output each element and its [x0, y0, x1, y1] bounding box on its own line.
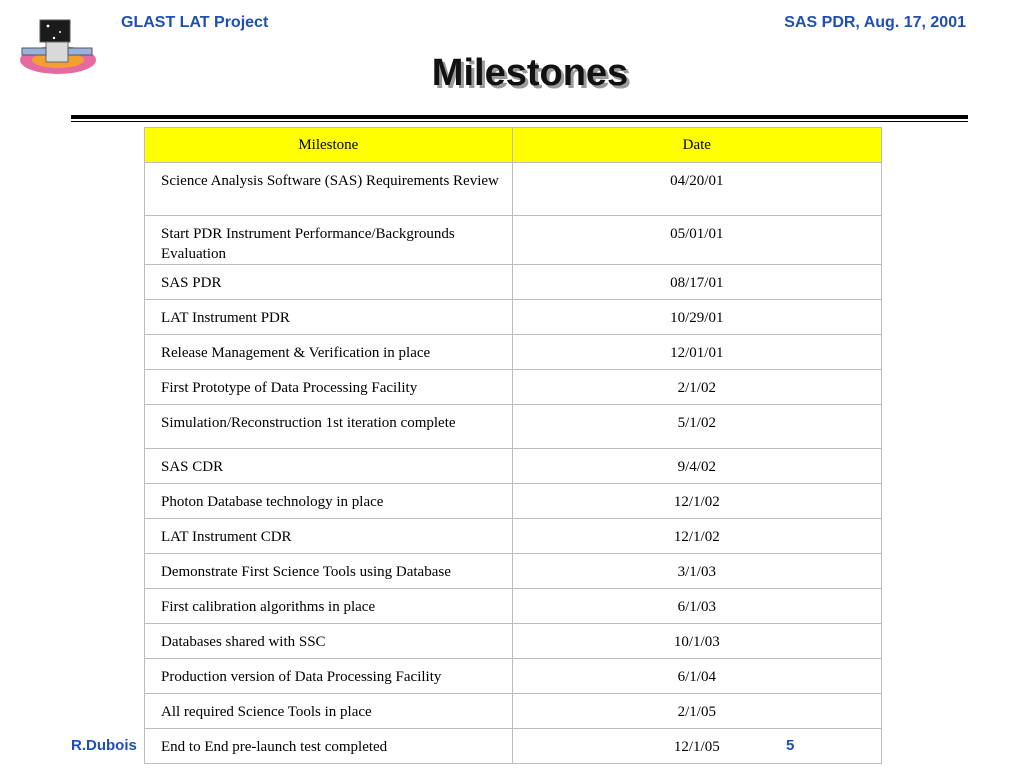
- date-cell: 10/1/03: [512, 624, 881, 659]
- date-cell: 12/1/02: [512, 519, 881, 554]
- date-cell: 6/1/03: [512, 589, 881, 624]
- date-cell: 12/01/01: [512, 335, 881, 370]
- milestone-cell: First calibration algorithms in place: [145, 589, 513, 624]
- title-rule-thick: [71, 115, 968, 119]
- date-cell: 9/4/02: [512, 449, 881, 484]
- table-row: [145, 449, 882, 484]
- project-name: GLAST LAT Project: [121, 14, 269, 31]
- milestone-cell: Start PDR Instrument Performance/Backgrounds Evaluation: [145, 216, 513, 265]
- date-cell: 3/1/03: [512, 554, 881, 589]
- milestone-cell: LAT Instrument PDR: [145, 300, 513, 335]
- milestone-cell: Science Analysis Software (SAS) Requirements Review: [145, 163, 513, 216]
- date-cell: 2/1/02: [512, 370, 881, 405]
- date-cell: 12/1/02: [512, 484, 881, 519]
- table-row: [145, 216, 882, 265]
- table-row: [145, 624, 882, 659]
- title-rule-thin: [71, 121, 968, 122]
- milestone-cell: First Prototype of Data Processing Facility: [145, 370, 513, 405]
- table-row: [145, 300, 882, 335]
- table-row: [145, 554, 882, 589]
- milestone-cell: SAS CDR: [145, 449, 513, 484]
- table-row: [145, 484, 882, 519]
- milestone-cell: Simulation/Reconstruction 1st iteration complete: [145, 405, 513, 449]
- milestone-cell: SAS PDR: [145, 265, 513, 300]
- table-row: [145, 405, 882, 449]
- milestone-cell: Photon Database technology in place: [145, 484, 513, 519]
- page-title: Milestones: [431, 52, 629, 94]
- milestone-cell: End to End pre-launch test completed: [145, 729, 513, 764]
- milestone-cell: Demonstrate First Science Tools using Database: [145, 554, 513, 589]
- page-number: 5: [786, 737, 795, 754]
- table-row: [145, 659, 882, 694]
- date-cell: 08/17/01: [512, 265, 881, 300]
- milestones-table: [144, 127, 882, 764]
- meeting-label: SAS PDR, Aug. 17, 2001: [784, 14, 966, 31]
- table-row: [145, 729, 882, 764]
- table-row: [145, 519, 882, 554]
- milestone-cell: LAT Instrument CDR: [145, 519, 513, 554]
- milestone-cell: Production version of Data Processing Facility: [145, 659, 513, 694]
- author-label: R.Dubois: [71, 737, 137, 754]
- table-row: [145, 335, 882, 370]
- table-row: [145, 163, 882, 216]
- date-cell: 6/1/04: [512, 659, 881, 694]
- date-cell: 2/1/05: [512, 694, 881, 729]
- milestone-cell: Databases shared with SSC: [145, 624, 513, 659]
- date-cell: 04/20/01: [512, 163, 881, 216]
- date-cell: 5/1/02: [512, 405, 881, 449]
- milestone-cell: Release Management & Verification in place: [145, 335, 513, 370]
- table-row: [145, 265, 882, 300]
- table-row: [145, 694, 882, 729]
- table-row: [145, 370, 882, 405]
- column-header-milestone: Milestone: [145, 128, 513, 163]
- table-row: [145, 589, 882, 624]
- date-cell: 12/1/05: [512, 729, 881, 764]
- table-header-row: [145, 128, 882, 163]
- date-cell: 10/29/01: [512, 300, 881, 335]
- date-cell: 05/01/01: [512, 216, 881, 265]
- column-header-date: Date: [512, 128, 881, 163]
- milestone-cell: All required Science Tools in place: [145, 694, 513, 729]
